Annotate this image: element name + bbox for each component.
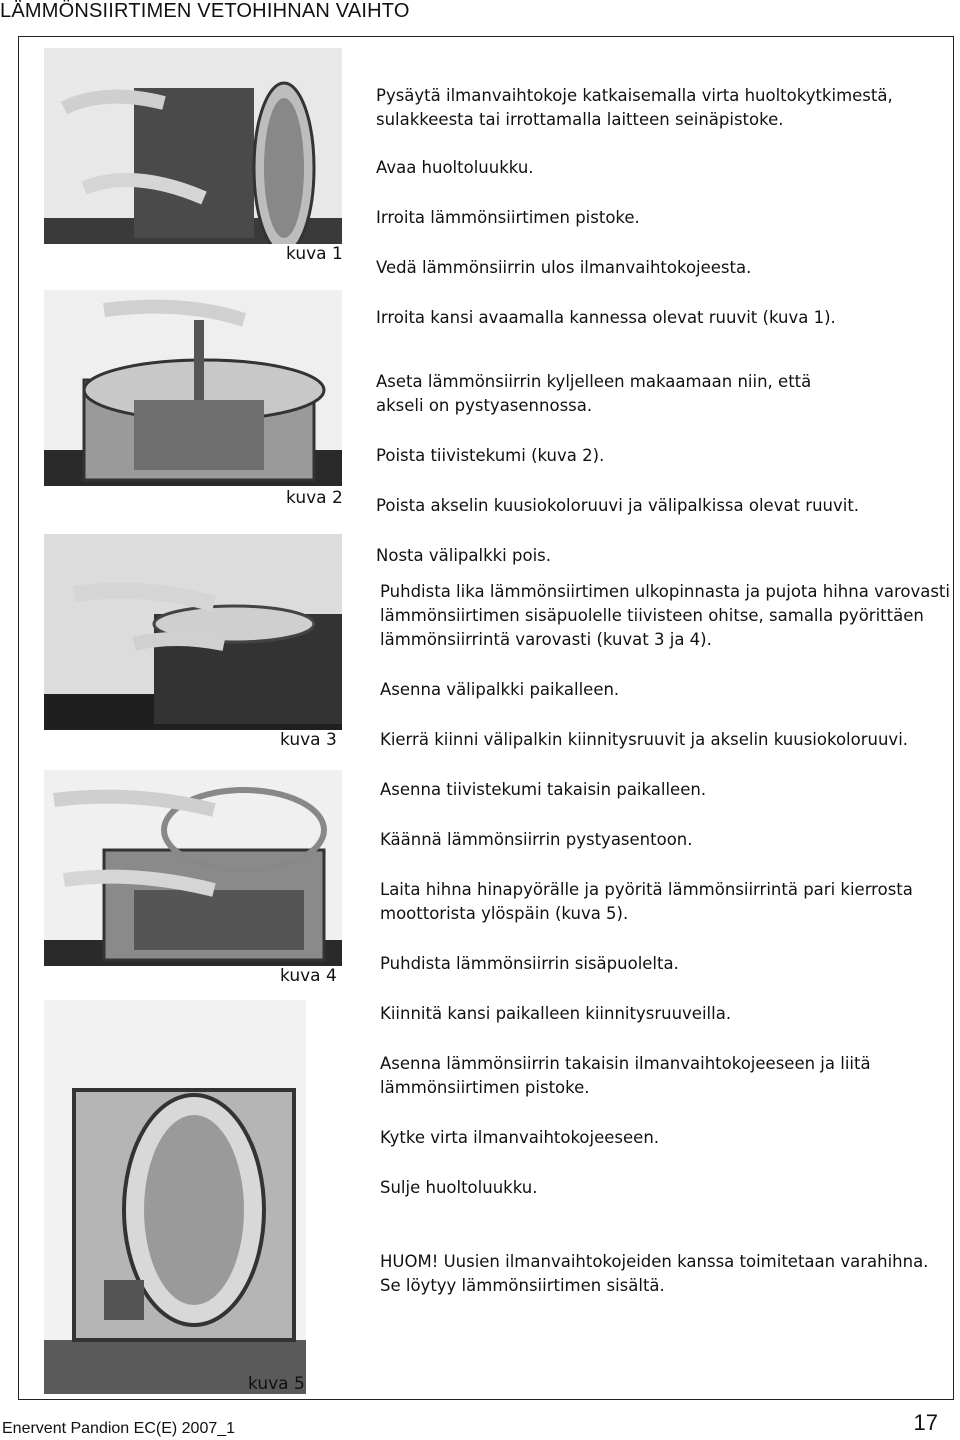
step-14: Käännä lämmönsiirrin pystyasentoon. <box>380 830 693 849</box>
photo-kuva-2 <box>44 290 342 486</box>
step-16: Puhdista lämmönsiirrin sisäpuolelta. <box>380 954 679 973</box>
step-13: Asenna tiivistekumi takaisin paikalleen. <box>380 780 707 799</box>
photo-kuva-5 <box>44 1000 306 1394</box>
step-6: Aseta lämmönsiirrin kyljelleen makaamaan niin, että akseli on pystyasennossa. <box>376 372 812 415</box>
step-9: Nosta välipalkki pois. <box>376 546 552 565</box>
photo-kuva-4 <box>44 770 342 966</box>
step-7: Poista tiivistekumi (kuva 2). <box>376 446 605 465</box>
caption-kuva-5: kuva 5 <box>248 1374 305 1394</box>
footer-model: Enervent Pandion EC(E) 2007_1 <box>2 1420 236 1437</box>
step-20: Sulje huoltoluukku. <box>380 1178 538 1197</box>
photo-kuva-1 <box>44 48 342 244</box>
step-8: Poista akselin kuusiokoloruuvi ja välipalkissa olevat ruuvit. <box>376 496 860 515</box>
step-18: Asenna lämmönsiirrin takaisin ilmanvaihtokojeeseen ja liitä lämmönsiirtimen pistoke. <box>380 1054 871 1097</box>
step-17: Kiinnitä kansi paikalleen kiinnitysruuveilla. <box>380 1004 732 1023</box>
caption-kuva-2: kuva 2 <box>286 488 343 508</box>
caption-kuva-1: kuva 1 <box>286 244 343 264</box>
caption-kuva-3: kuva 3 <box>280 730 337 750</box>
step-15: Laita hihna hinapyörälle ja pyöritä lämmönsiirrintä pari kierrosta moottorista ylöspäin (kuva 5). <box>380 880 913 923</box>
step-12: Kierrä kiinni välipalkin kiinnitysruuvit ja akselin kuusiokoloruuvi. <box>380 730 909 749</box>
step-21-note: HUOM! Uusien ilmanvaihtokojeiden kanssa toimitetaan varahihna. Se löytyy lämmönsiirtimen sisältä. <box>380 1252 929 1295</box>
step-10: Puhdista lika lämmönsiirtimen ulkopinnasta ja pujota hihna varovasti lämmönsiirtimen sisäpuolelle tiivisteen ohitse, samalla pyörittäen lämmönsiirrintä varovasti (kuvat 3 ja 4). <box>380 582 950 649</box>
step-5: Irroita kansi avaamalla kannessa olevat ruuvit (kuva 1). <box>376 308 836 327</box>
step-19: Kytke virta ilmanvaihtokojeeseen. <box>380 1128 660 1147</box>
step-3: Irroita lämmönsiirtimen pistoke. <box>376 208 640 227</box>
caption-kuva-4: kuva 4 <box>280 966 337 986</box>
page-title: LÄMMÖNSIIRTIMEN VETOHIHNAN VAIHTO <box>0 0 410 22</box>
photo-kuva-3 <box>44 534 342 730</box>
step-1: Pysäytä ilmanvaihtokoje katkaisemalla virta huoltokytkimestä, sulakkeesta tai irrottamalla laitteen seinäpistoke. <box>376 86 893 129</box>
step-4: Vedä lämmönsiirrin ulos ilmanvaihtokojeesta. <box>376 258 752 277</box>
page-number: 17 <box>913 1410 938 1435</box>
step-11: Asenna välipalkki paikalleen. <box>380 680 620 699</box>
step-2: Avaa huoltoluukku. <box>376 158 534 177</box>
